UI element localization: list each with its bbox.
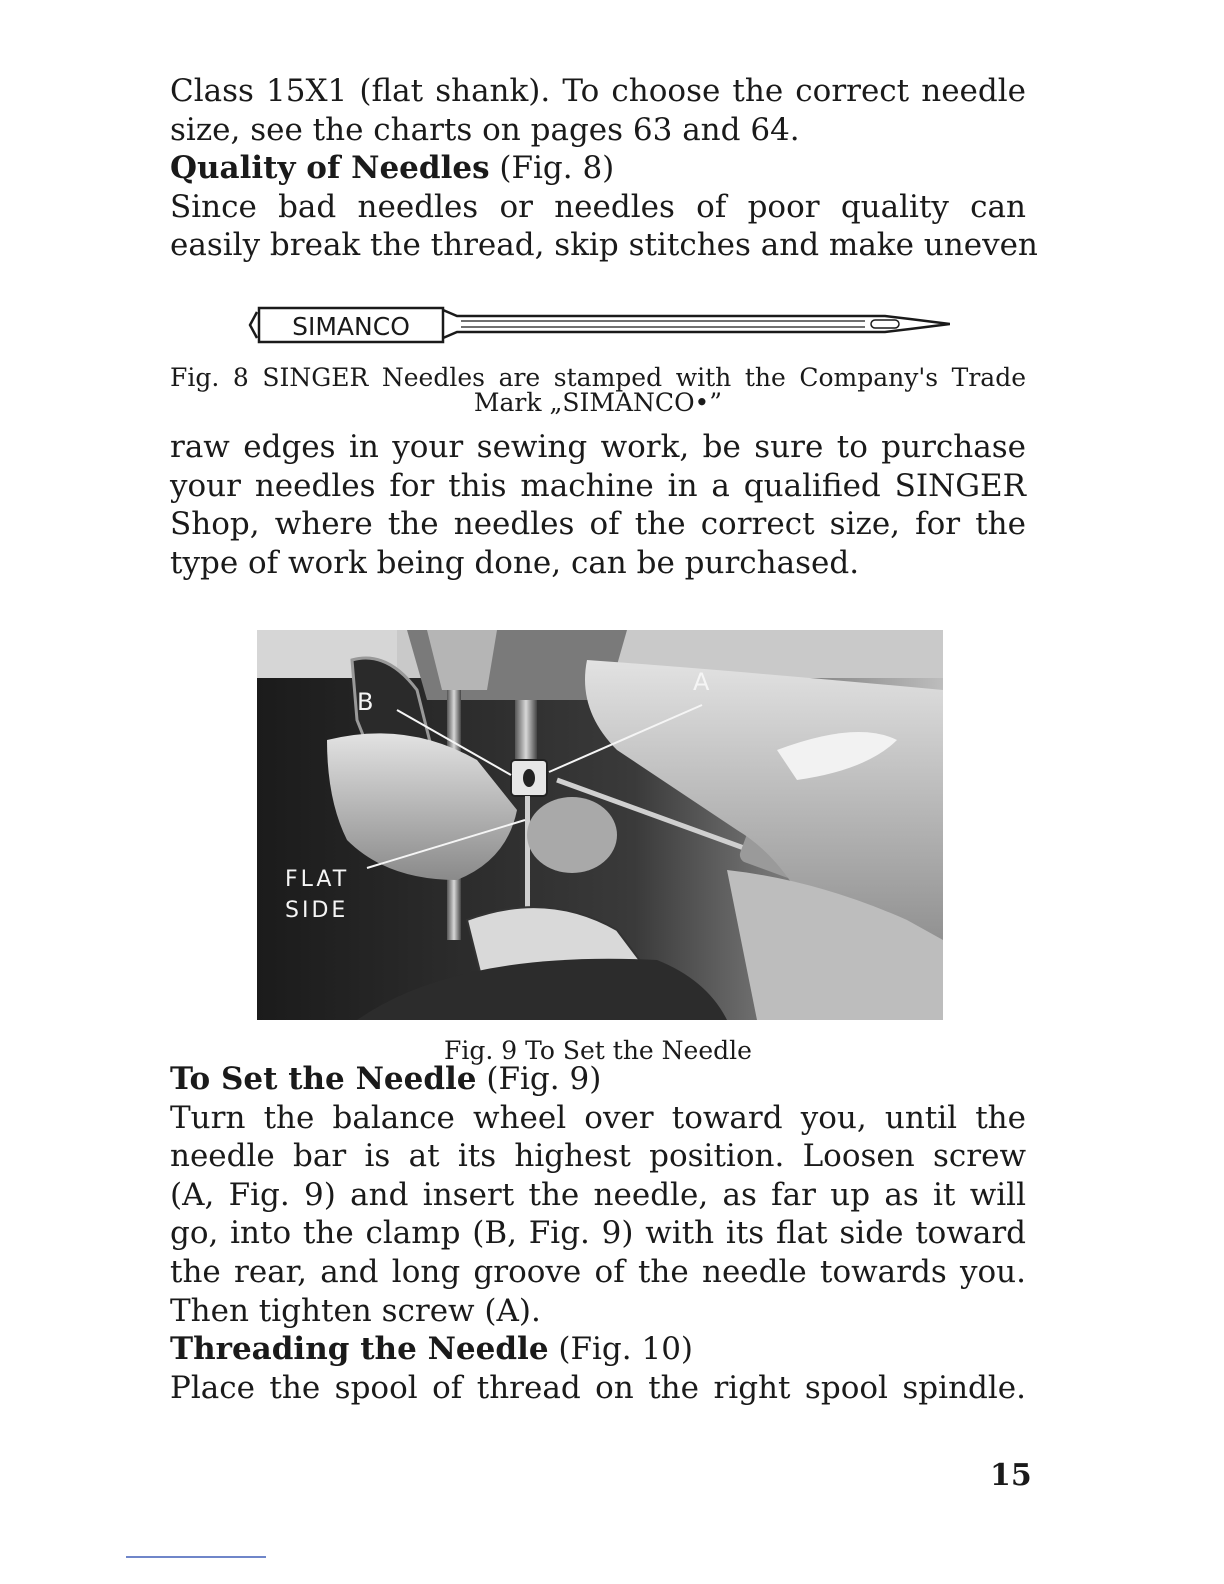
text-line: needle bar is at its highest position. Loosen screw xyxy=(170,1138,1026,1175)
text-line: (A, Fig. 9) and insert the needle, as far up as it will xyxy=(170,1176,1026,1213)
threading-heading-title: Threading the Needle xyxy=(170,1331,549,1368)
text-line: go, into the clamp (B, Fig. 9) with its flat side toward xyxy=(170,1215,1026,1252)
needle-blade xyxy=(443,310,950,338)
text-line: raw edges in your sewing work, be sure to purchase xyxy=(170,429,1026,465)
fig8-caption-line: Mark „SIMANCO•” xyxy=(473,388,723,417)
label-side: SIDE xyxy=(285,898,349,923)
text-line: Class 15X1 (flat shank). To choose the correct needle xyxy=(170,73,1026,109)
text-line: type of work being done, can be purchased. xyxy=(170,544,860,581)
text-line: Then tighten screw (A). xyxy=(170,1292,541,1329)
text-line: the rear, and long groove of the needle towards you. xyxy=(170,1253,1026,1290)
set-needle-heading-title: To Set the Needle xyxy=(170,1061,477,1097)
needle-illustration xyxy=(245,302,950,348)
text-line: Shop, where the needles of the correct size, for the xyxy=(170,506,1026,543)
fig9-caption: Fig. 9 To Set the Needle xyxy=(444,1036,752,1065)
label-b: B xyxy=(357,688,374,716)
text-line: Place the spool of thread on the right spool spindle. xyxy=(170,1369,1026,1406)
fig8-caption xyxy=(170,365,1026,415)
threading-heading xyxy=(170,1330,1026,1369)
fig9-photo xyxy=(257,630,943,1020)
label-a: A xyxy=(693,668,710,696)
simanco-stamp: SIMANCO xyxy=(292,312,410,341)
quality-heading xyxy=(170,149,1026,188)
text-line: size, see the charts on pages 63 and 64. xyxy=(170,111,800,148)
fig8-caption-line: Fig. 8 SINGER Needles are stamped with the Company's Trade xyxy=(170,363,1026,392)
label-flat: FLAT xyxy=(285,867,350,892)
page-number: 15 xyxy=(990,1458,1032,1493)
text-line: your needles for this machine in a qualified SINGER xyxy=(170,467,1026,504)
set-needle-text xyxy=(170,1060,1026,1407)
threading-heading-ref: (Fig. 10) xyxy=(558,1331,694,1368)
text-line: Since bad needles or needles of poor quality can xyxy=(170,188,1026,225)
purchase-text xyxy=(170,428,1026,582)
needle-shank-bracket xyxy=(250,312,257,338)
needle-eye xyxy=(871,320,899,328)
set-needle-heading xyxy=(170,1060,1026,1099)
text-line: Turn the balance wheel over toward you, until the xyxy=(170,1099,1026,1136)
bottom-rule xyxy=(126,1556,266,1558)
quality-heading-title: Quality of Needles xyxy=(170,150,490,187)
intro-text xyxy=(170,72,1038,265)
left-thumb xyxy=(527,797,617,873)
quality-heading-ref: (Fig. 8) xyxy=(499,150,615,187)
set-needle-heading-ref: (Fig. 9) xyxy=(486,1061,602,1097)
text-line: easily break the thread, skip stitches and make uneven xyxy=(170,227,1038,264)
